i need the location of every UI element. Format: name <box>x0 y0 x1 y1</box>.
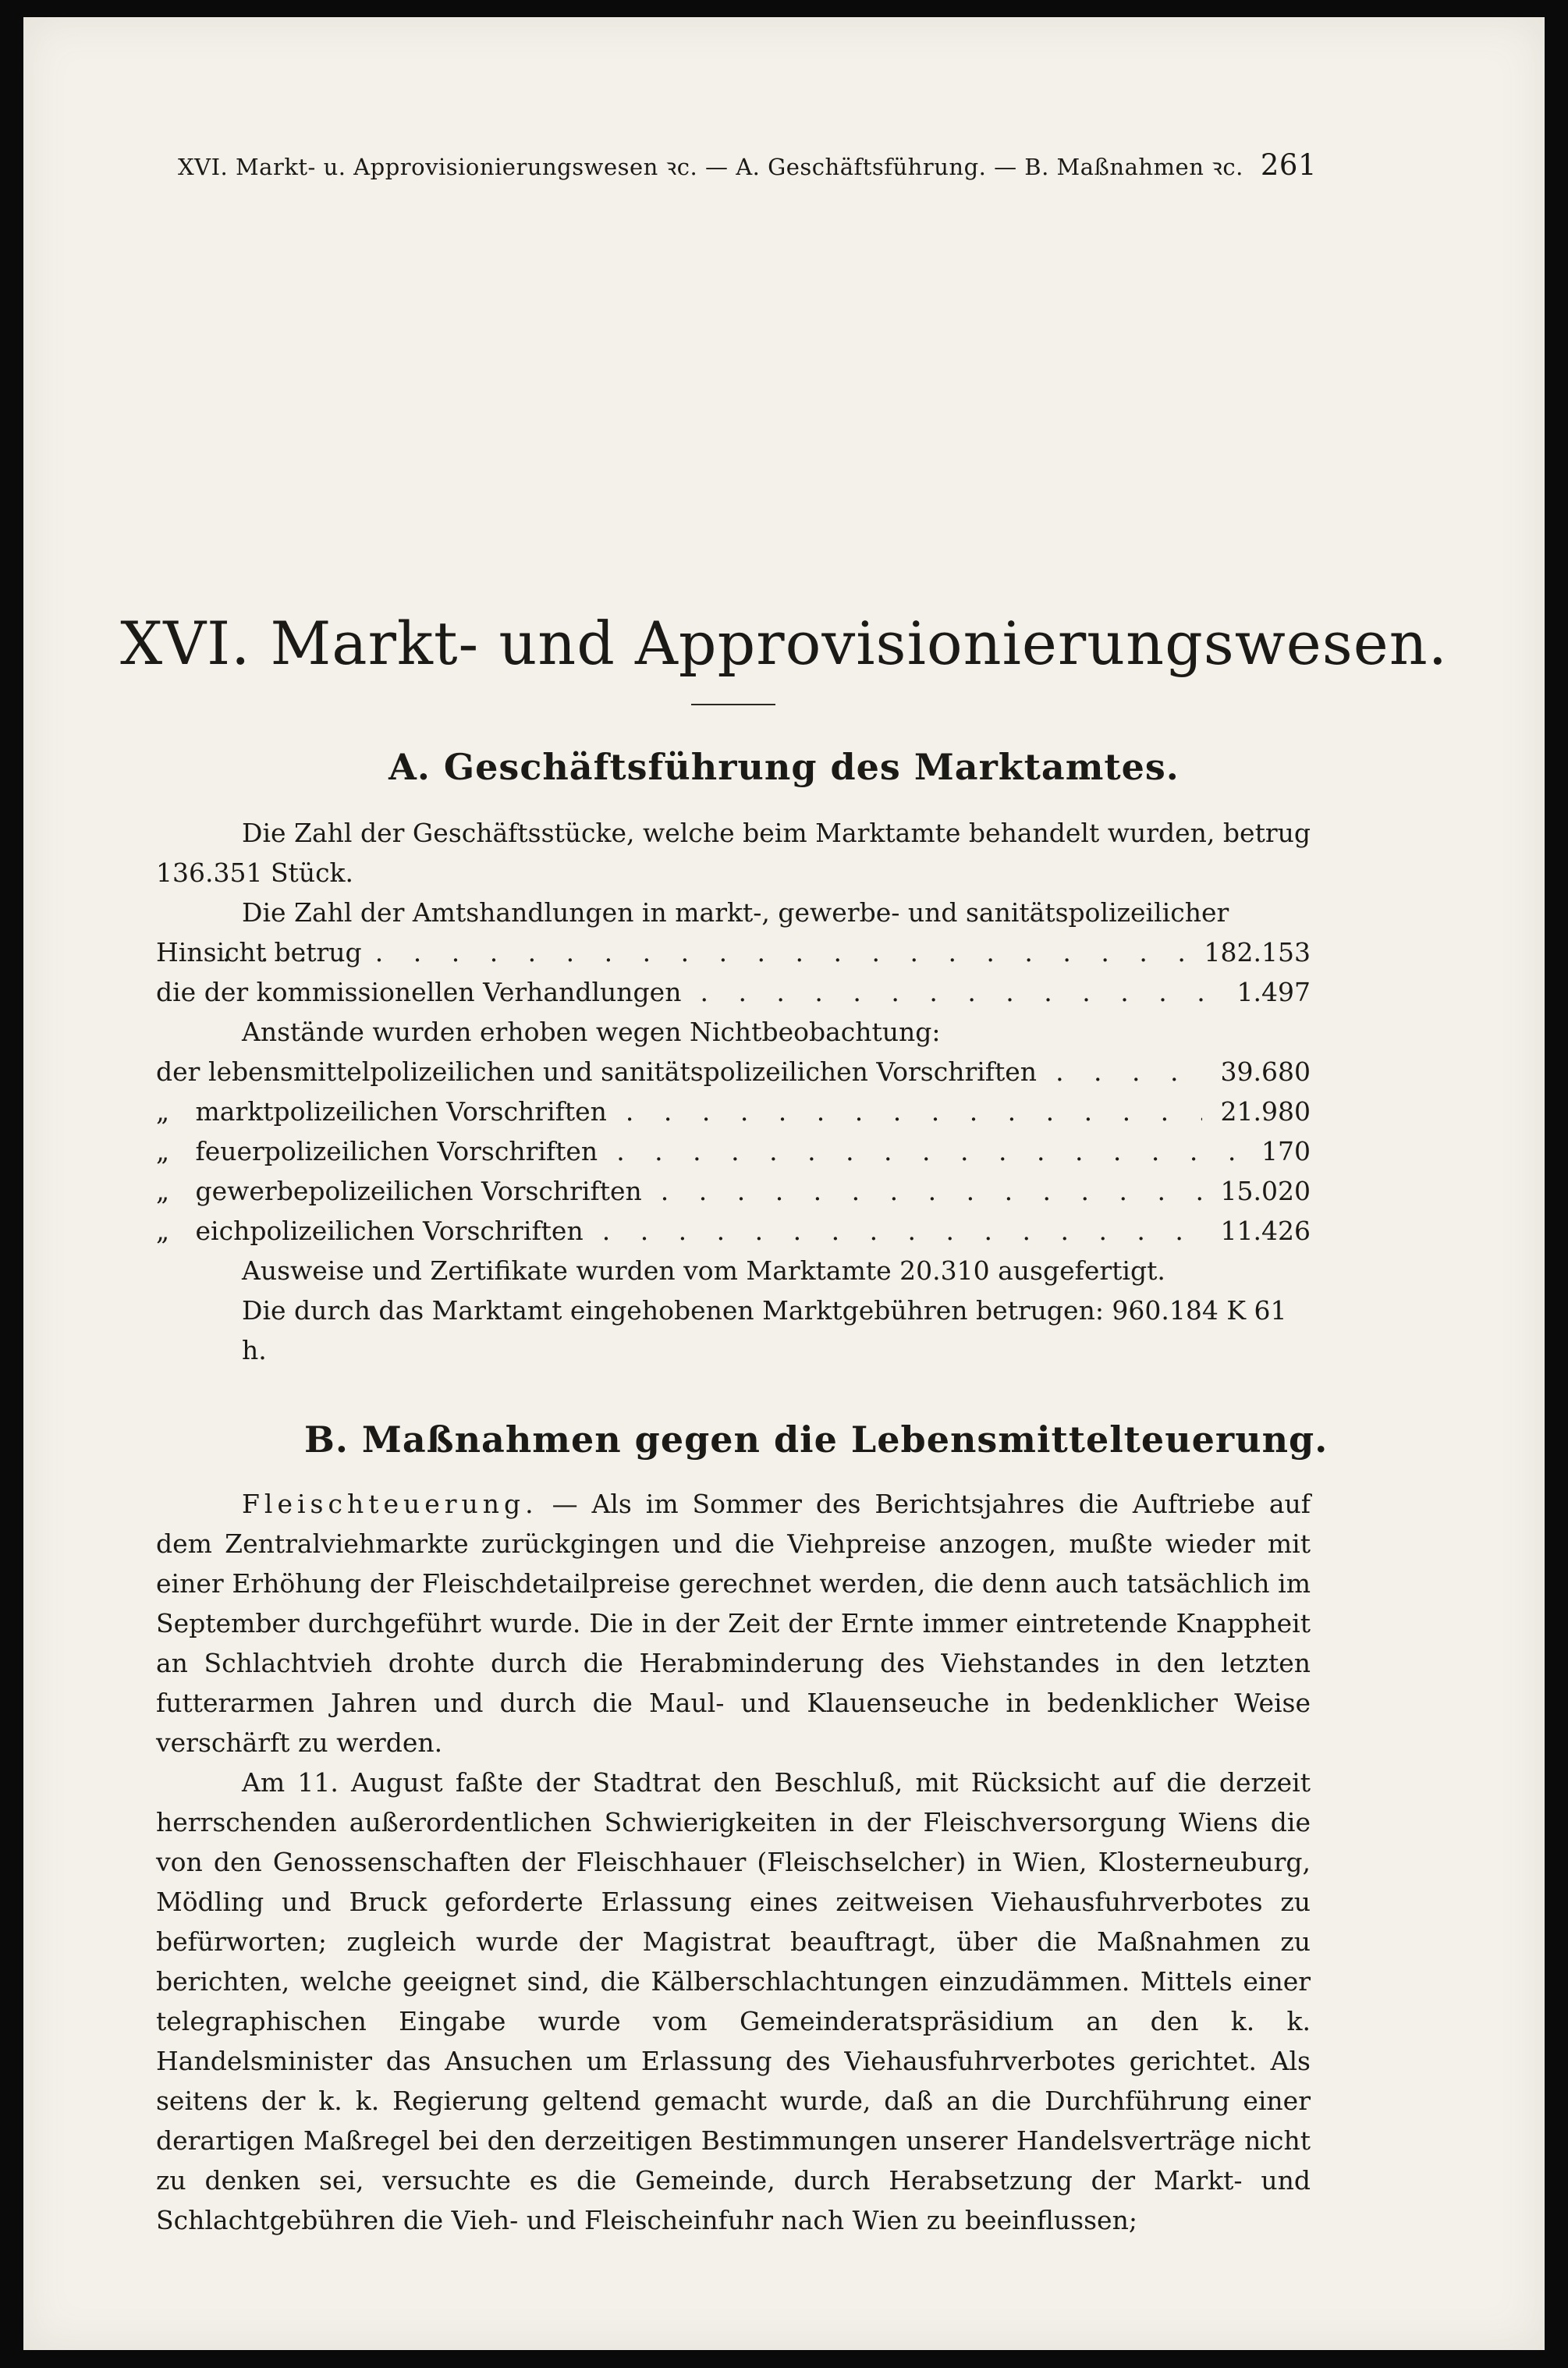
paragraph-text: — Als im Sommer des Berichtsjahres die Auftriebe auf dem Zentralviehmarkte zurückgingen und die Viehpreise anzogen, mußte wieder mit einer Erhöhung der Fleischdetailpreise gerechnet werden, die denn auch tatsächlich im September durchgeführt wurde. Die in der Zeit der Ernte immer eintretende Knappheit an Schlachtvieh drohte durch die Herabminderung des Viehstandes in den letzten futterarmen Jahren und durch die Maul- und Klauenseuche in bedenklicher Weise verschärft zu werden. <box>156 1489 1311 1758</box>
violation-row <box>156 1131 1311 1171</box>
violation-value: 170 <box>1261 1136 1311 1166</box>
komm-row <box>156 972 1311 1012</box>
section-b-heading: B. Maßnahmen gegen die Lebensmittelteuerung. <box>304 1418 1329 1461</box>
section-b-body <box>156 1484 1311 2240</box>
title-divider <box>691 704 775 705</box>
intro-paragraph: Die Zahl der Geschäftsstücke, welche beim Marktamte behandelt wurden, betrug 136.351 Stück. <box>156 818 1311 888</box>
running-header <box>178 148 1317 182</box>
violation-label: eichpolizeilichen Vorschriften <box>195 1216 584 1246</box>
chapter-title: XVI. Markt- und Approvisionierungswesen. <box>120 609 1448 678</box>
violation-value: 15.020 <box>1220 1176 1311 1206</box>
violation-prefix: „ <box>156 1216 170 1246</box>
leader-dots <box>1055 1052 1201 1092</box>
violation-row <box>156 1171 1311 1211</box>
komm-label: die der kommissionellen Verhandlungen <box>156 977 682 1007</box>
amts-paragraph: Die Zahl der Amtshandlungen in markt-, gewerbe- und sanitätspolizeilicher Hinsicht betrug <box>156 897 1229 967</box>
anstaende-intro: Anstände wurden erhoben wegen Nichtbeobachtung: <box>242 1017 941 1047</box>
paragraph-lead: Fleischteuerung. <box>242 1489 538 1519</box>
violation-value: 11.426 <box>1220 1216 1311 1246</box>
page-number: 261 <box>1260 148 1317 182</box>
violation-label: marktpolizeilichen Vorschriften <box>195 1096 607 1127</box>
fleischteuerung-paragraph <box>156 1484 1311 1763</box>
page <box>23 17 1545 2350</box>
section-a-heading: A. Geschäftsführung des Marktamtes. <box>388 746 1180 788</box>
violation-label: gewerbepolizeilichen Vorschriften <box>195 1176 642 1206</box>
amts-row <box>156 932 1311 972</box>
violation-row <box>156 1211 1311 1251</box>
violation-label: feuerpolizeilichen Vorschriften <box>195 1136 598 1166</box>
violation-value: 21.980 <box>1220 1096 1311 1127</box>
leader-dots <box>661 1171 1202 1211</box>
violation-prefix: „ <box>156 1136 170 1166</box>
amts-value: 182.153 <box>1204 937 1311 967</box>
running-title: XVI. Markt- u. Approvisionierungswesen ꝛc. — A. Geschäftsführung. — B. Maßnahmen ꝛc. <box>178 154 1243 180</box>
violation-value: 39.680 <box>1220 1056 1311 1087</box>
leader-dots <box>222 932 1186 972</box>
leader-dots <box>616 1131 1243 1171</box>
violation-prefix: „ <box>156 1096 170 1127</box>
ausweise-line: Ausweise und Zertifikate wurden vom Marktamte 20.310 ausgefertigt. <box>242 1255 1165 1286</box>
komm-value: 1.497 <box>1236 977 1311 1007</box>
violation-prefix: der <box>156 1056 200 1087</box>
violation-label: lebensmittelpolizeilichen und sanitätspolizeilichen Vorschriften <box>208 1056 1038 1087</box>
leader-dots <box>602 1211 1202 1251</box>
violation-row <box>156 1052 1311 1092</box>
violation-row <box>156 1092 1311 1131</box>
violation-prefix: „ <box>156 1176 170 1206</box>
gebuehren-line: Die durch das Marktamt eingehobenen Marktgebühren betrugen: 960.184 K 61 h. <box>242 1295 1287 1365</box>
leader-dots <box>700 972 1218 1012</box>
august-paragraph: Am 11. August faßte der Stadtrat den Beschluß, mit Rücksicht auf die derzeit herrschenden außerordentlichen Schwierigkeiten in der Fleischversorgung Wiens die von den Genossenschaften der Fleischhauer (Fleischselcher) in Wien, Klosterneuburg, Mödling und Bruck geforderte Erlassung eines zeitweisen Viehausfuhrverbotes zu befürworten; zugleich wurde der Magistrat beauftragt, über die Maßnahmen zu berichten, welche geeignet sind, die Kälberschlachtungen einzudämmen. Mittels einer telegraphischen Eingabe wurde vom Gemeinderatspräsidium an den k. k. Handelsminister das Ansuchen um Erlassung des Viehausfuhrverbotes gerichtet. Als seitens der k. k. Regierung geltend gemacht wurde, daß an die Durchführung einer derartigen Maßregel bei den derzeitigen Bestimmungen unserer Handelsverträge nicht zu denken sei, versuchte es die Gemeinde, durch Herabsetzung der Markt- und Schlachtgebühren die Vieh- und Fleischeinfuhr nach Wien zu beeinflussen; <box>156 1767 1311 2235</box>
leader-dots <box>626 1092 1202 1131</box>
section-a-body <box>156 813 1311 1370</box>
